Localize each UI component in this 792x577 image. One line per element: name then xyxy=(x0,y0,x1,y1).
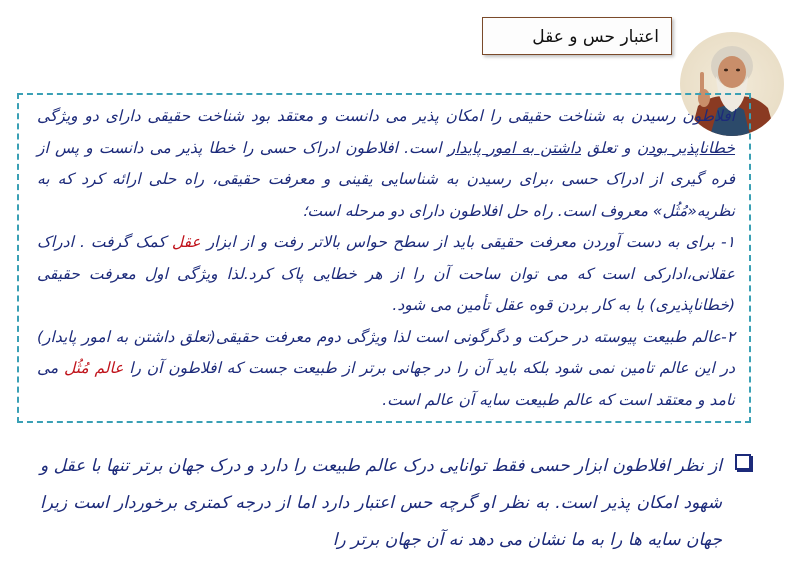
highlight-reason: عقل xyxy=(171,233,201,251)
paragraph-intro-text-1: افلاطون رسیدن به شناخت حقیقی را امکان پذیر می دانست و معتقد بود شناخت حقیقی دارای دو ویژگی xyxy=(37,107,735,125)
highlight-world-of-forms: عالم مُثُل xyxy=(63,359,124,377)
paragraph-intro-text-3: است. افلاطون ادراک حسی را خطا پذیر می دانست و پس از فره گیری از ادراک حسی ،برای رسیدن به شناسایی یقینی و معرفت حقیقی، راه حلی ارائه کرد که به نظریه«مُثُل» معروف است. راه حل افلاطون دارای دو مرحله است؛ xyxy=(37,138,735,220)
bullet-point xyxy=(40,448,752,559)
main-content-box xyxy=(17,93,751,423)
underline-stable-matters: داشتن به امور پایدار xyxy=(447,138,581,157)
step-two-text-2: می نامد و معتقد است که عالم طبیعت سایه آن عالم است. xyxy=(37,359,735,409)
paragraph-intro-text-2: و تعلق xyxy=(580,138,637,157)
step-two-text-1: ۲-عالم طبیعت پیوسته در حرکت و دگرگونی است لذا ویژگی دوم معرفت حقیقی(تعلق داشتن به امور پایدار) در این عالم تامین نمی شود بلکه باید آن را در جهانی برتر از طبیعت جست که افلاطون آن را xyxy=(37,327,735,377)
step-one-text-1: ۱- برای به دست آوردن معرفت حقیقی باید از سطح حواس بالاتر رفت و از ابزار xyxy=(200,233,735,251)
underline-infallible: خطاناپذیر بودن xyxy=(636,138,735,157)
section-title: اعتبار حس و عقل xyxy=(482,17,672,55)
paragraph-step-one xyxy=(37,227,735,322)
bullet-text: از نظر افلاطون ابزار حسی فقط توانایی درک عالم طبیعت را دارد و درک جهان برتر تنها با عقل و شهود امکان پذیر است. به نظر او گرچه حس اعتبار دارد اما از درجه کمتری برخوردار است زیرا جهان سایه ها را به ما نشان می دهد نه آن جهان برتر را xyxy=(40,456,722,550)
paragraph-step-two xyxy=(37,322,735,417)
paragraph-intro xyxy=(37,101,735,227)
step-one-text-2: کمک گرفت . ادراک عقلانی،ادارکی است که می توان ساحت آن را از هر خطایی پاک کرد.لذا ویژگی اول معرفت حقیقی (خطاناپذیری) با به کار بردن قوه عقل تأمین می شود. xyxy=(37,233,735,314)
